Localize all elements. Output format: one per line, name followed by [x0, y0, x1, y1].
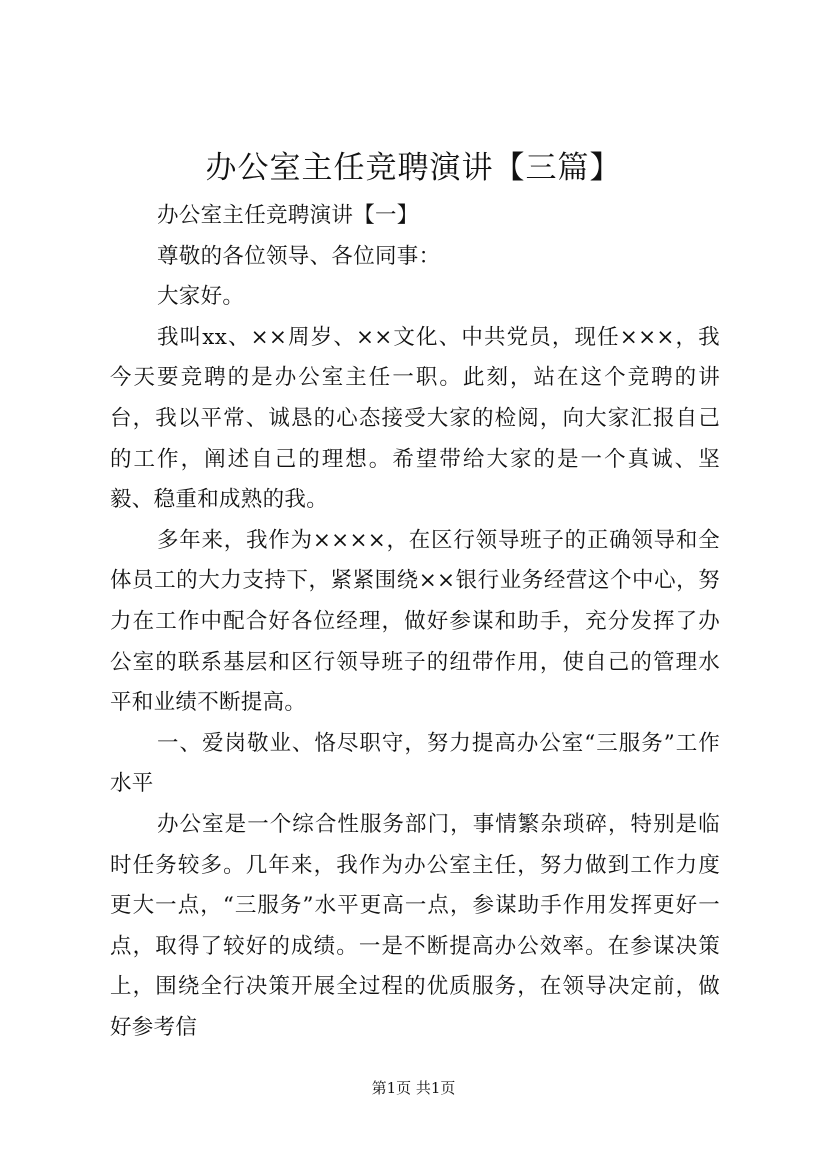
paragraph-experience: 多年来，我作为××××，在区行领导班子的正确领导和全体员工的大力支持下，紧紧围绕××银行业务经营这个中心，努力在工作中配合好各位经理，做好参谋和助手，充分发挥了办公室的联系基层和区行领导班子的纽带作用，使自己的管理水平和业绩不断提高。	[110, 527, 720, 716]
greeting: 大家好。	[157, 284, 245, 310]
section-heading: 办公室主任竞聘演讲【一】	[157, 203, 419, 228]
paragraph-introduction: 我叫xx、××周岁、××文化、中共党员，现任×××，我今天要竞聘的是办公室主任一职。此刻，站在这个竞聘的讲台，我以平常、诚恳的心态接受大家的检阅，向大家汇报自己的工作，阐述自己的理想。希望带给大家的是一个真诚、坚毅、稳重和成熟的我。	[110, 324, 720, 513]
subheading-point-one: 一、爱岗敬业、恪尽职守，努力提高办公室“三服务”工作水平	[110, 730, 720, 797]
paragraph-office-work: 办公室是一个综合性服务部门，事情繁杂琐碎，特别是临时任务较多。几年来，我作为办公室主任，努力做到工作力度更大一点，“三服务”水平更高一点，参谋助手作用发挥更好一点，取得了较好的成绩。一是不断提高办公效率。在参谋决策上，围绕全行决策开展全过程的优质服务，在领导决定前，做好参考信	[110, 811, 720, 1040]
salutation: 尊敬的各位领导、各位同事：	[157, 243, 441, 269]
page-footer: 第1页 共1页	[371, 1079, 456, 1097]
document-title: 办公室主任竞聘演讲【三篇】	[205, 150, 622, 186]
document-body	[110, 196, 720, 1048]
